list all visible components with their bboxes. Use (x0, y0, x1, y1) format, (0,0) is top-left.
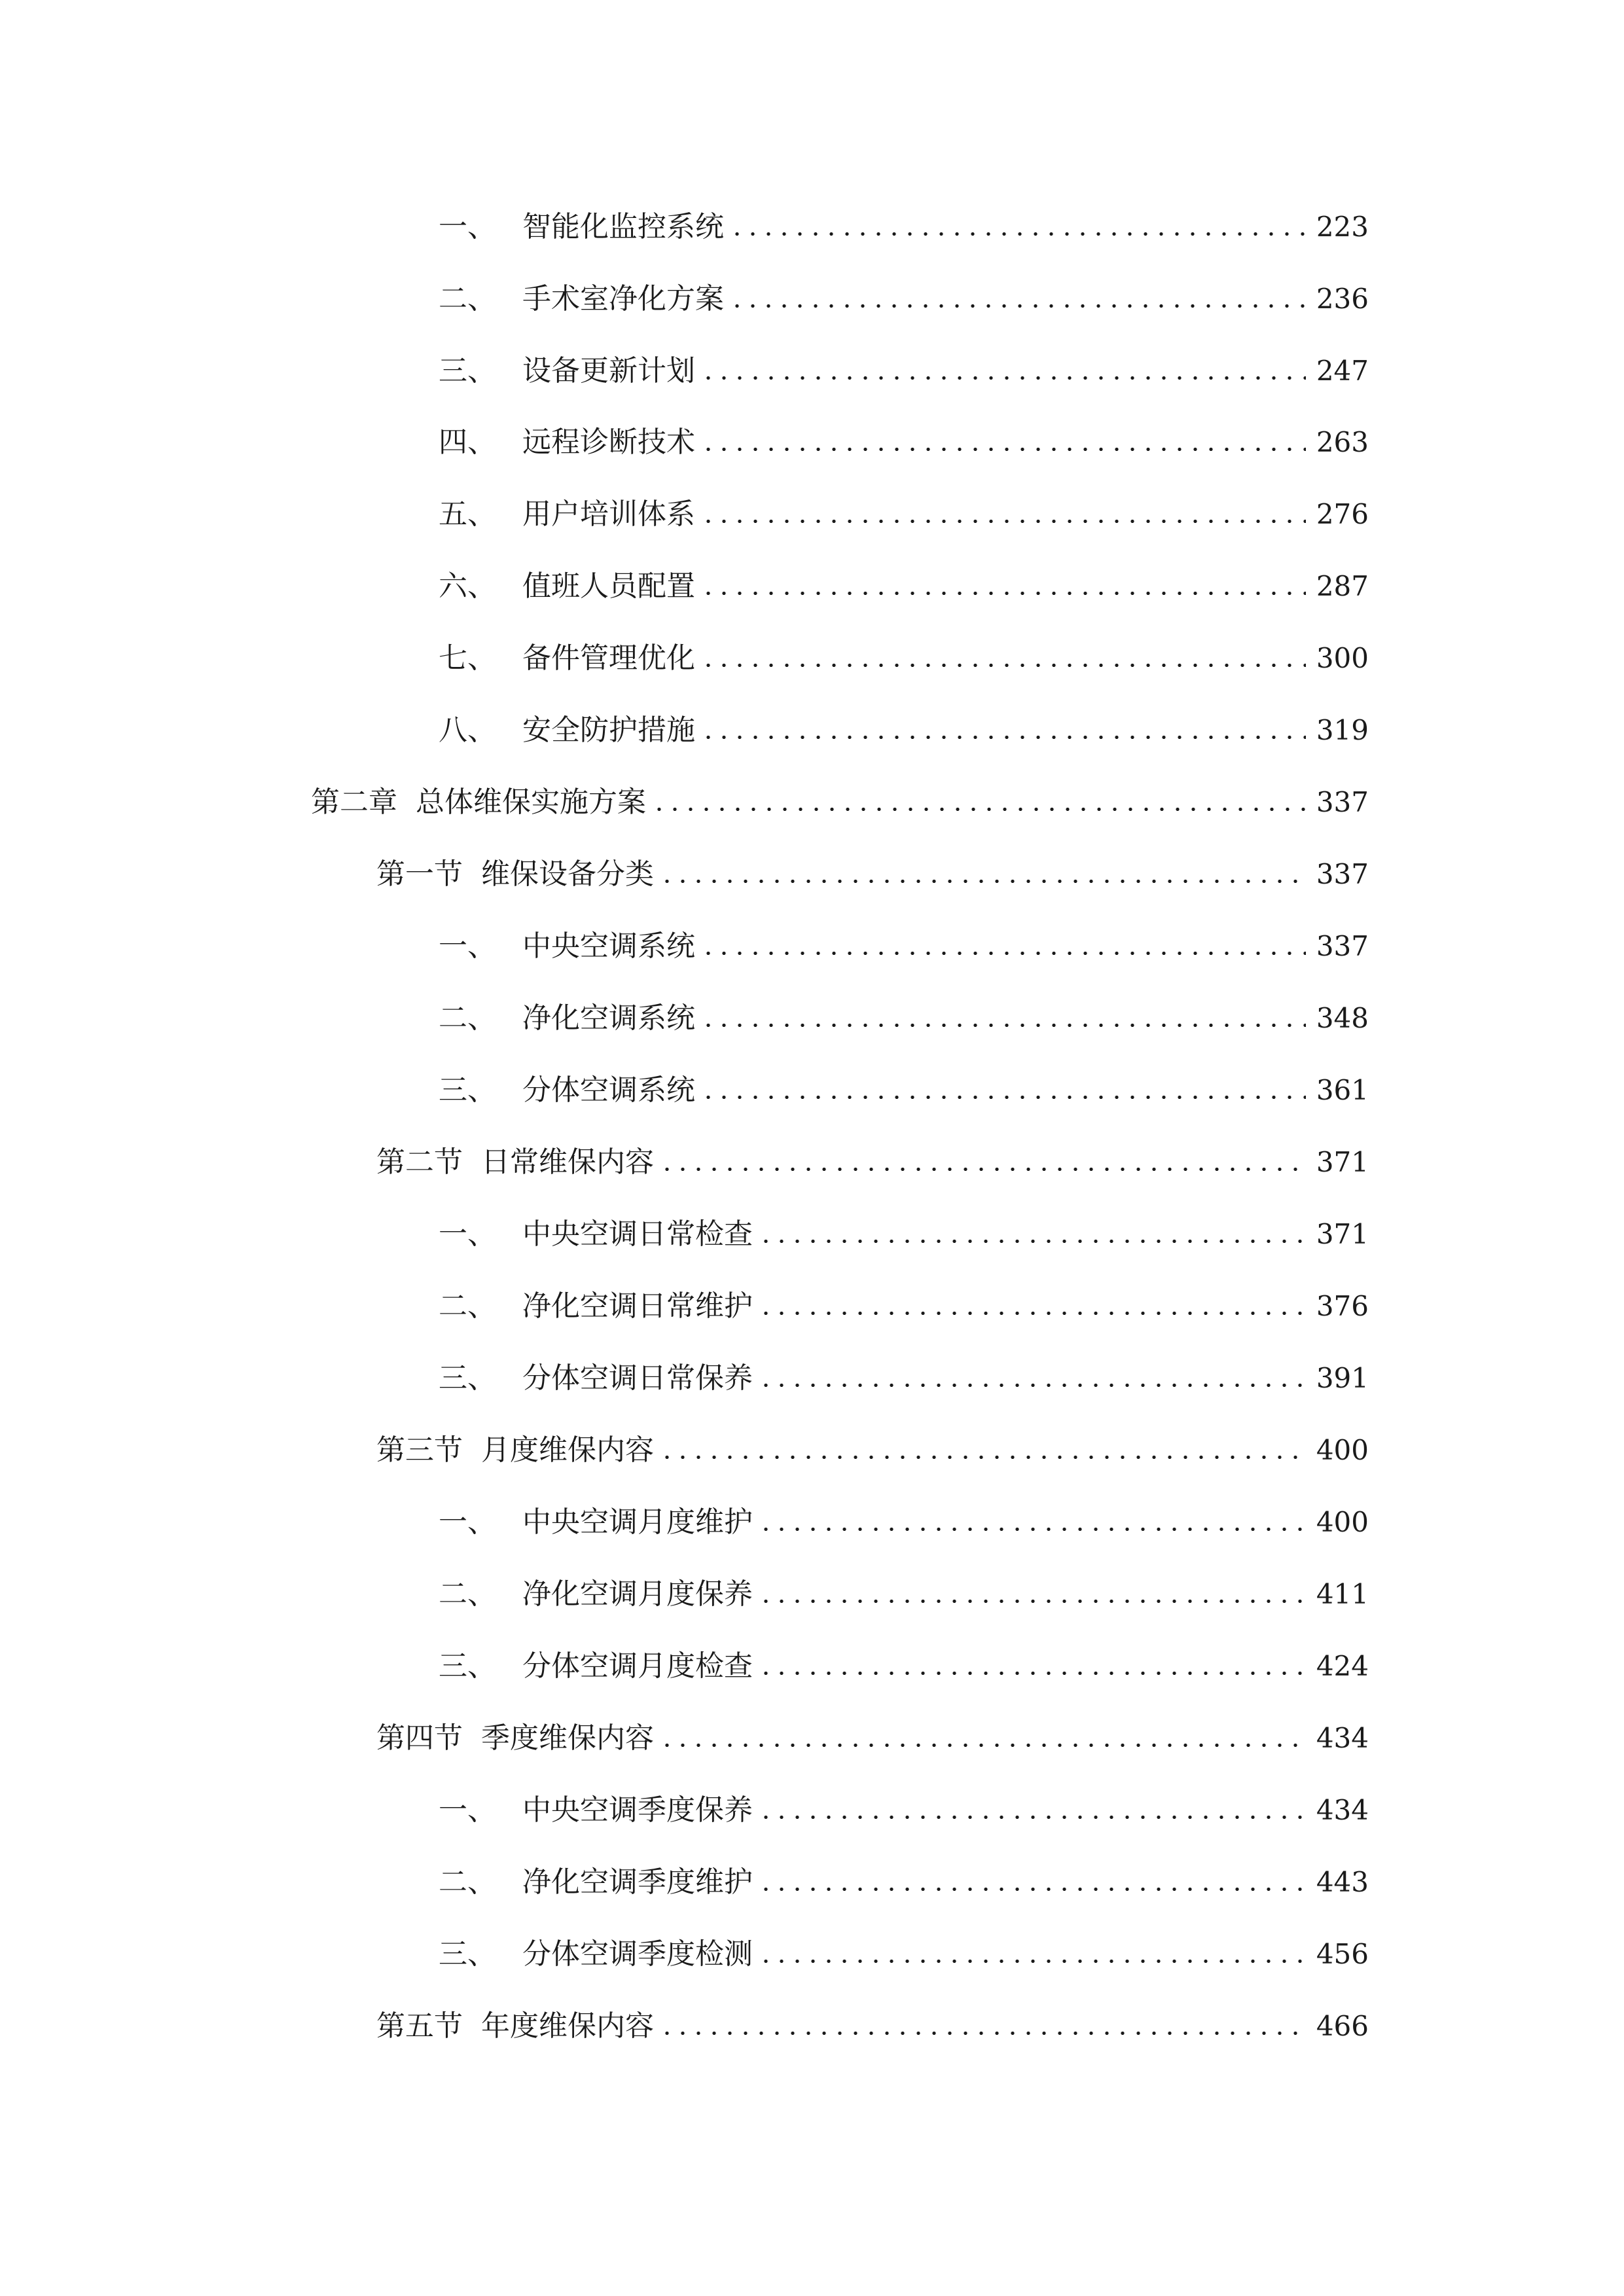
toc-entry-label (439, 1928, 753, 1981)
toc-entry-number: 第五节 (376, 2009, 463, 2043)
toc-section-entry[interactable] (376, 2000, 1369, 2053)
toc-entry-number: 二、 (439, 1577, 496, 1611)
dot-leader (700, 920, 1306, 973)
toc-entry-page: 411 (1316, 1578, 1369, 1610)
dot-leader (758, 1784, 1306, 1837)
dot-leader (659, 1424, 1306, 1477)
toc-entry[interactable] (439, 920, 1369, 973)
toc-entry-title: 净化空调日常维护 (522, 1289, 753, 1323)
toc-entry[interactable] (439, 1496, 1369, 1549)
toc-entry-title: 总体维保实施方案 (416, 785, 646, 819)
dot-leader (758, 1568, 1306, 1621)
toc-section-entry[interactable] (376, 1424, 1369, 1477)
toc-entry-label (439, 488, 695, 541)
dot-leader (758, 1208, 1306, 1261)
toc-entry[interactable] (439, 1568, 1369, 1621)
toc-entry-number: 一、 (439, 1217, 496, 1251)
toc-entry-title: 年度维保内容 (481, 2009, 654, 2043)
toc-entry-page: 371 (1316, 1218, 1369, 1250)
toc-entry-page: 456 (1316, 1938, 1369, 1970)
toc-entry-number: 八、 (439, 713, 496, 747)
dot-leader (651, 776, 1306, 829)
toc-entry-title: 值班人员配置 (522, 569, 695, 603)
toc-entry-title: 分体空调系统 (522, 1073, 695, 1107)
toc-entry-label (439, 345, 695, 397)
toc-entry-page: 337 (1316, 930, 1369, 962)
toc-entry[interactable] (439, 1280, 1369, 1333)
toc-section-entry[interactable] (376, 1136, 1369, 1189)
toc-entry-title: 净化空调系统 (522, 1001, 695, 1035)
toc-entry-number: 三、 (439, 1649, 496, 1683)
dot-leader (729, 201, 1306, 253)
toc-entry-title: 智能化监控系统 (522, 210, 724, 243)
toc-entry-title: 手术室净化方案 (522, 282, 724, 315)
toc-entry-title: 远程诊断技术 (522, 425, 695, 459)
toc-entry-title: 净化空调月度保养 (522, 1577, 753, 1611)
toc-entry-number: 一、 (439, 1505, 496, 1539)
toc-entry-label (439, 1784, 753, 1837)
dot-leader (758, 1280, 1306, 1333)
toc-entry-number: 第四节 (376, 1721, 463, 1755)
toc-entry-number: 七、 (439, 641, 496, 675)
dot-leader (758, 1856, 1306, 1909)
toc-entry-label (439, 704, 695, 757)
toc-chapter-entry[interactable] (311, 776, 1369, 829)
toc-entry-page: 434 (1316, 1722, 1369, 1754)
toc-entry-title: 备件管理优化 (522, 641, 695, 675)
toc-entry-page: 376 (1316, 1290, 1369, 1322)
toc-entry[interactable] (439, 345, 1369, 397)
toc-entry-title: 分体空调月度检查 (522, 1649, 753, 1683)
toc-entry-number: 一、 (439, 1793, 496, 1827)
toc-entry-title: 月度维保内容 (481, 1433, 654, 1467)
dot-leader (659, 1712, 1306, 1765)
toc-entry-number: 三、 (439, 1073, 496, 1107)
toc-entry-title: 季度维保内容 (481, 1721, 654, 1755)
toc-entry-number: 一、 (439, 210, 496, 243)
dot-leader (700, 416, 1306, 469)
toc-entry-title: 中央空调季度保养 (522, 1793, 753, 1827)
dot-leader (700, 704, 1306, 757)
toc-entry-label (439, 560, 695, 613)
dot-leader (700, 1064, 1306, 1117)
toc-entry-label (439, 992, 695, 1045)
dot-leader (700, 992, 1306, 1045)
toc-entry-number: 第三节 (376, 1433, 463, 1467)
toc-entry-number: 第二节 (376, 1145, 463, 1179)
toc-entry-title: 中央空调系统 (522, 929, 695, 963)
toc-entry-label (439, 201, 724, 253)
dot-leader (659, 848, 1306, 901)
dot-leader (700, 560, 1306, 613)
toc-entry-label (376, 1424, 654, 1477)
dot-leader (758, 1352, 1306, 1405)
toc-entry-page: 348 (1316, 1002, 1369, 1034)
toc-entry-title: 维保设备分类 (481, 857, 654, 891)
toc-entry[interactable] (439, 416, 1369, 469)
toc-entry-number: 三、 (439, 354, 496, 387)
toc-entry-label (376, 2000, 654, 2053)
toc-entry[interactable] (439, 1064, 1369, 1117)
toc-entry-page: 391 (1316, 1362, 1369, 1394)
toc-entry-title: 分体空调季度检测 (522, 1937, 753, 1971)
toc-entry-label (376, 1136, 654, 1189)
toc-entry-page: 276 (1316, 498, 1369, 530)
toc-entry-number: 六、 (439, 569, 496, 603)
toc-entry-number: 二、 (439, 1865, 496, 1899)
toc-entry-label (439, 1352, 753, 1405)
toc-entry-label (376, 1712, 654, 1765)
toc-entry[interactable] (439, 1856, 1369, 1909)
toc-entry-label (439, 1640, 753, 1693)
toc-entry-number: 二、 (439, 1289, 496, 1323)
toc-entry-label (439, 273, 724, 325)
toc-entry-title: 用户培训体系 (522, 497, 695, 531)
toc-entry-number: 第二章 (311, 785, 397, 819)
toc-entry-page: 371 (1316, 1146, 1369, 1178)
toc-entry-page: 337 (1316, 858, 1369, 890)
toc-entry-label (439, 1064, 695, 1117)
toc-entry-page: 300 (1316, 642, 1369, 674)
toc-entry-number: 五、 (439, 497, 496, 531)
toc-entry-page: 263 (1316, 426, 1369, 458)
toc-entry[interactable] (439, 704, 1369, 757)
toc-entry[interactable] (439, 273, 1369, 325)
toc-entry-page: 337 (1316, 786, 1369, 818)
toc-entry-page: 247 (1316, 355, 1369, 387)
dot-leader (758, 1928, 1306, 1981)
dot-leader (758, 1640, 1306, 1693)
toc-entry-label (311, 776, 646, 829)
dot-leader (659, 1136, 1306, 1189)
toc-entry-page: 443 (1316, 1866, 1369, 1898)
toc-entry-page: 223 (1316, 211, 1369, 243)
toc-entry-title: 中央空调月度维护 (522, 1505, 753, 1539)
dot-leader (700, 345, 1306, 397)
toc-entry[interactable] (439, 1784, 1369, 1837)
toc-entry-number: 第一节 (376, 857, 463, 891)
toc-entry-page: 400 (1316, 1506, 1369, 1538)
toc-entry-title: 中央空调日常检查 (522, 1217, 753, 1251)
toc-entry[interactable] (439, 1208, 1369, 1261)
dot-leader (700, 632, 1306, 685)
toc-entry-number: 三、 (439, 1937, 496, 1971)
toc-entry-label (439, 632, 695, 685)
toc-entry-page: 319 (1316, 714, 1369, 746)
toc-entry[interactable] (439, 560, 1369, 613)
toc-entry-page: 287 (1316, 570, 1369, 602)
toc-entry-label (439, 1856, 753, 1909)
toc-entry-page: 361 (1316, 1074, 1369, 1106)
toc-section-entry[interactable] (376, 848, 1369, 901)
dot-leader (729, 273, 1306, 325)
toc-entry-page: 400 (1316, 1434, 1369, 1466)
toc-section-entry[interactable] (376, 1712, 1369, 1765)
toc-entry-title: 分体空调日常保养 (522, 1361, 753, 1395)
dot-leader (700, 488, 1306, 541)
toc-entry-label (439, 416, 695, 469)
toc-entry-label (439, 1568, 753, 1621)
toc-entry-page: 466 (1316, 2010, 1369, 2042)
toc-entry-label (439, 1208, 753, 1261)
toc-entry[interactable] (439, 488, 1369, 541)
toc-entry-page: 424 (1316, 1650, 1369, 1682)
toc-entry-number: 二、 (439, 1001, 496, 1035)
toc-entry-number: 二、 (439, 282, 496, 315)
dot-leader (659, 2000, 1306, 2053)
dot-leader (758, 1496, 1306, 1549)
toc-entry-title: 安全防护措施 (522, 713, 695, 747)
toc-entry[interactable] (439, 1640, 1369, 1693)
toc-entry-title: 净化空调季度维护 (522, 1865, 753, 1899)
toc-entry-number: 三、 (439, 1361, 496, 1395)
toc-entry[interactable] (439, 632, 1369, 685)
toc-entry[interactable] (439, 992, 1369, 1045)
toc-entry[interactable] (439, 1352, 1369, 1405)
toc-entry-label (439, 1496, 753, 1549)
toc-entry-label (439, 920, 695, 973)
toc-entry-page: 236 (1316, 283, 1369, 315)
toc-entry-label (376, 848, 654, 901)
toc-entry[interactable] (439, 201, 1369, 253)
toc-entry[interactable] (439, 1928, 1369, 1981)
toc-entry-label (439, 1280, 753, 1333)
toc-entry-title: 日常维保内容 (481, 1145, 654, 1179)
toc-entry-title: 设备更新计划 (522, 354, 695, 387)
toc-entry-page: 434 (1316, 1794, 1369, 1826)
toc-entry-number: 一、 (439, 929, 496, 963)
toc-entry-number: 四、 (439, 425, 496, 459)
